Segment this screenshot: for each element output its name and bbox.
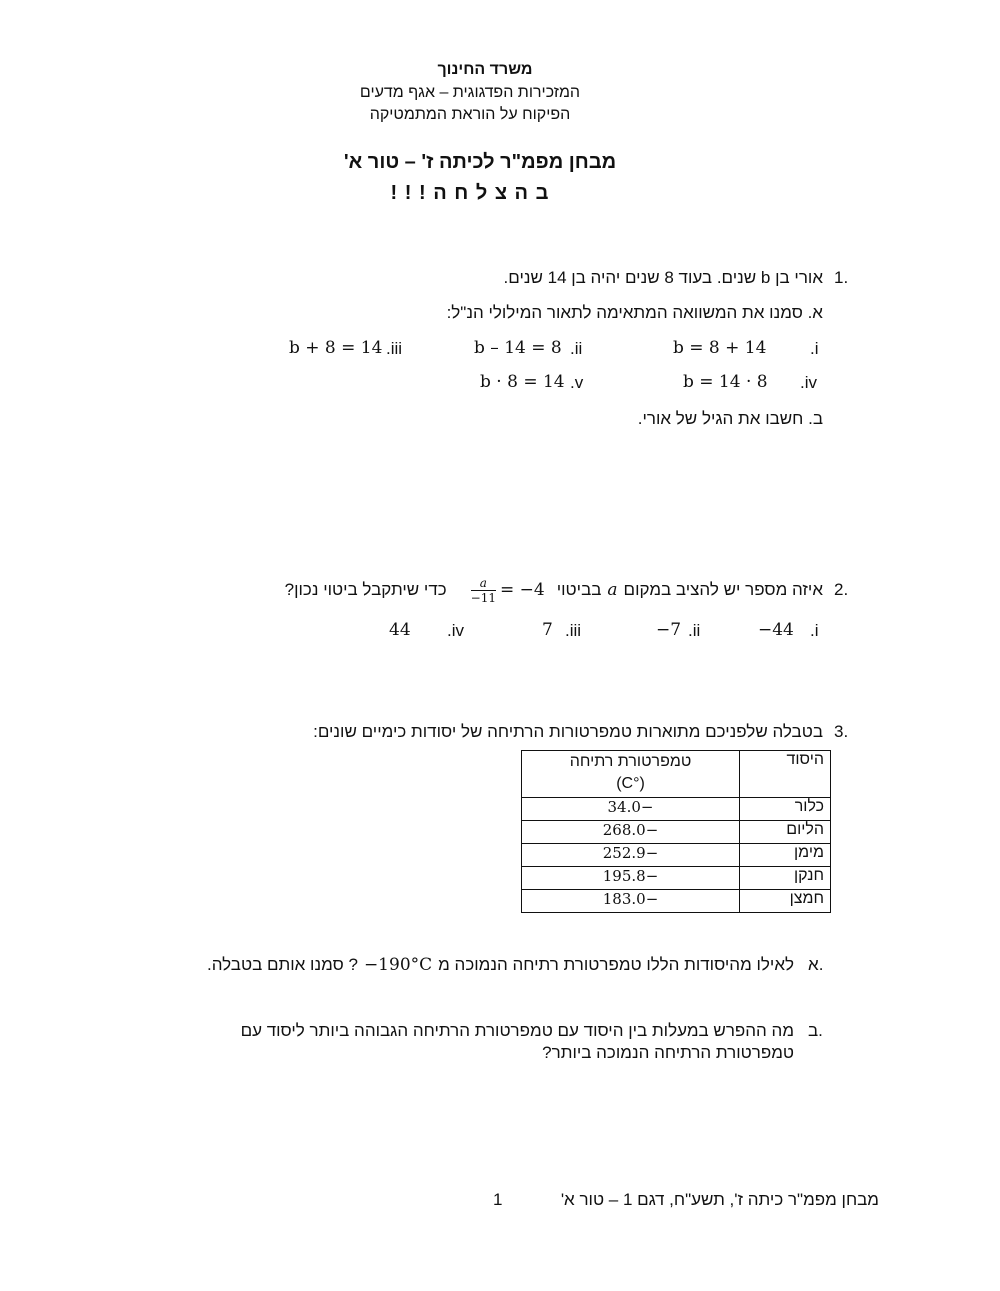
- q1-option-iii: b + 8 = 14: [289, 338, 383, 358]
- col-temp-header-line1: טמפרטורת רתיחה: [569, 753, 692, 770]
- q2-text-end: כדי שיתקבל ביטוי נכון?: [284, 580, 447, 599]
- boiling-point-table: [521, 750, 831, 913]
- q3-part-b-line2: טמפרטורת הרתיחה הנמוכה ביותר?: [542, 1043, 794, 1062]
- q2-fraction-denominator: −11: [470, 590, 496, 605]
- page-number: 1: [493, 1190, 503, 1209]
- q3-part-a-label: א.: [808, 955, 824, 974]
- table-row: [522, 890, 831, 913]
- exam-title: מבחן מפמ"ר לכיתה ז' – טור א': [343, 151, 617, 173]
- q1-option-iv: b = 14 · 8: [683, 372, 768, 392]
- q3-part-a: [207, 955, 794, 975]
- supervision-name: הפיקוח על הוראת המתמטיקה: [369, 106, 571, 123]
- q2-option-iv-label: .iv: [447, 621, 464, 640]
- q1-number: 1.: [834, 268, 849, 287]
- table-row: [522, 867, 831, 890]
- table-header-row: [522, 751, 831, 798]
- q2-option-i: −44: [758, 620, 794, 640]
- element-name: חנקן: [740, 867, 831, 890]
- q2-variable: a: [607, 580, 618, 600]
- q1-option-v-label: .v: [570, 373, 584, 392]
- q1-option-ii: b – 14 = 8: [474, 338, 562, 358]
- q2-text-start: איזה מספר יש להציב במקום: [623, 580, 823, 599]
- good-luck: ב ה צ ל ח ה ! ! !: [390, 182, 550, 204]
- q1-text: אורי בן b שנים. בעוד 8 שנים יהיה בן 14 שנים.: [503, 268, 823, 287]
- q1-option-i-label: .i: [810, 339, 819, 358]
- q2-number: 2.: [834, 580, 849, 599]
- ministry-name: משרד החינוך: [437, 61, 533, 78]
- q3-part-b-label: ב.: [808, 1021, 823, 1040]
- q2-option-iv: 44: [389, 620, 411, 640]
- boiling-temp: −34.0: [522, 798, 740, 821]
- q2-fraction-numerator: a: [471, 576, 496, 591]
- q1-part-a: א. סמנו את המשוואה המתאימה לתאור המילולי הנ"ל:: [446, 303, 823, 322]
- q3-part-a-value: −190°C: [363, 955, 433, 975]
- q3-number: 3.: [834, 722, 849, 741]
- footer-text: מבחן מפמ"ר כיתה ז', תשע"ח, דגם 1 – טור א': [560, 1190, 879, 1209]
- table-row: [522, 821, 831, 844]
- q2-text: [285, 572, 823, 608]
- table-row: [522, 844, 831, 867]
- q1-option-v: b · 8 = 14: [480, 372, 565, 392]
- q3-part-a-end: ? סמנו אותם בטבלה.: [206, 955, 358, 974]
- q1-option-iv-label: .iv: [800, 373, 817, 392]
- element-name: מימן: [740, 844, 831, 867]
- q3-part-a-start: לאילו מהיסודות הללו טמפרטורת רתיחה הנמוכה מ: [438, 955, 794, 974]
- q3-part-b-line1: מה ההפרש במעלות בין היסוד עם טמפרטורת הרתיחה הגבוהה ביותר ליסוד עם: [240, 1021, 794, 1040]
- department-name: המזכירות הפדגוגית – אגף מדעים: [359, 84, 581, 101]
- q1-option-i: b = 8 + 14: [673, 338, 767, 358]
- element-name: כלור: [740, 798, 831, 821]
- q2-text-mid: בביטוי: [556, 580, 602, 599]
- q2-rhs: = −4: [500, 580, 545, 600]
- q1-option-iii-label: .iii: [386, 339, 403, 358]
- q2-option-iii-label: .iii: [565, 621, 582, 640]
- q1-option-ii-label: .ii: [570, 339, 583, 358]
- q1-part-b: ב. חשבו את הגיל של אורי.: [637, 409, 823, 428]
- q2-option-iii: 7: [542, 620, 553, 640]
- col-temp-header-unit: (°C): [616, 775, 645, 792]
- boiling-temp: −183.0: [522, 890, 740, 913]
- element-name: חמצן: [740, 890, 831, 913]
- q2-fraction: [471, 576, 496, 605]
- table-row: [522, 798, 831, 821]
- boiling-temp: −252.9: [522, 844, 740, 867]
- q3-text: בטבלה שלפניכם מתוארות טמפרטורות הרתיחה של יסודות כימיים שונים:: [313, 722, 823, 741]
- q2-expression: [471, 576, 545, 605]
- boiling-temp: −268.0: [522, 821, 740, 844]
- boiling-temp: −195.8: [522, 867, 740, 890]
- col-element-header: היסוד: [740, 751, 831, 798]
- col-temp-header: [522, 751, 740, 798]
- q2-option-ii: −7: [656, 620, 682, 640]
- q2-option-ii-label: .ii: [688, 621, 701, 640]
- q2-option-i-label: .i: [810, 621, 819, 640]
- element-name: הליום: [740, 821, 831, 844]
